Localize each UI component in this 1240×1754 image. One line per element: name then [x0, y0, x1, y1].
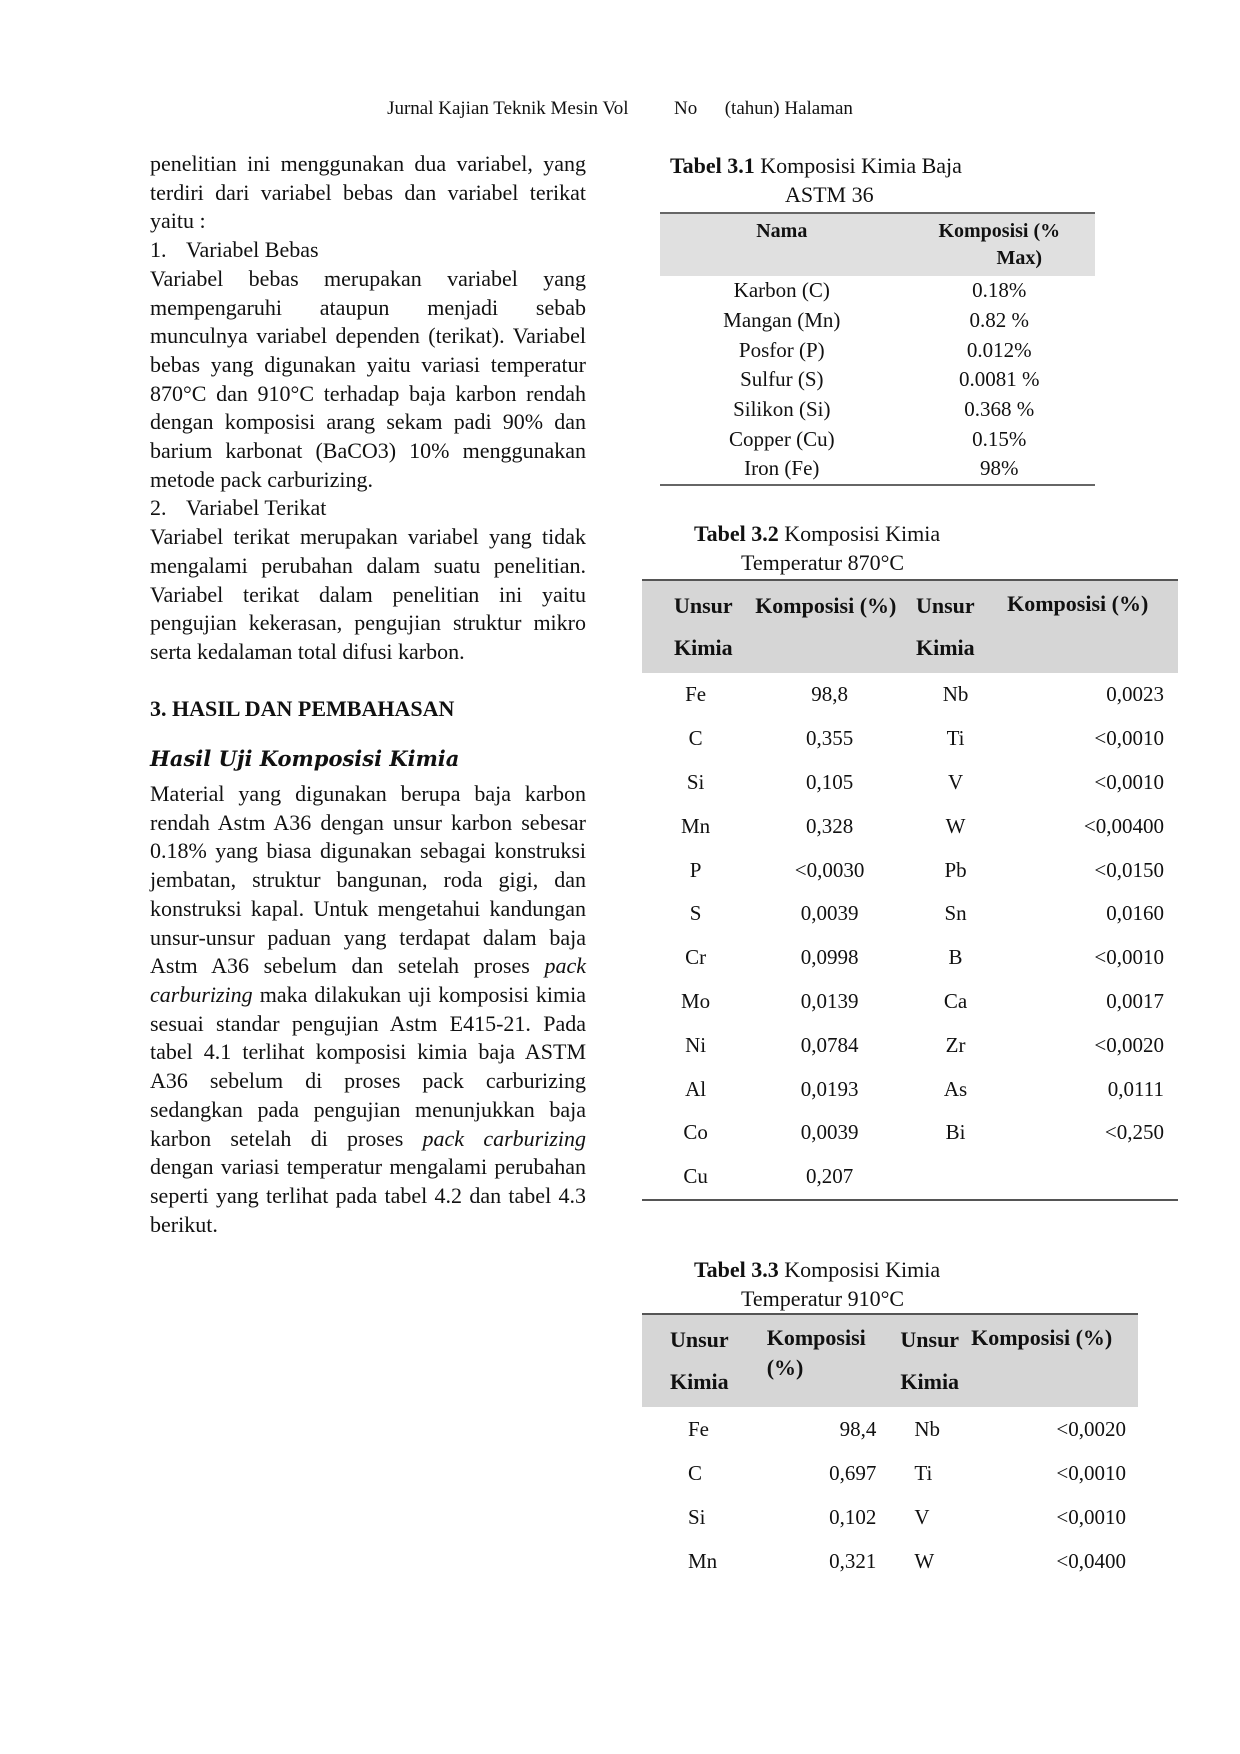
table-cell: 0.15%	[972, 426, 1027, 451]
table-cell: Ca	[943, 988, 968, 1013]
text-run: dengan variasi temperatur mengalami perubahan seperti yang terlihat pada tabel 4.2 dan tabel 4.3 berikut.	[150, 1154, 586, 1237]
table-cell: B	[948, 945, 963, 970]
table-row	[660, 454, 1095, 485]
running-header	[0, 98, 1240, 120]
table-row	[642, 1111, 1178, 1155]
table-cell	[1001, 1155, 1178, 1200]
table-cell: <0,0020	[1094, 1032, 1164, 1057]
caption-line2: Temperatur 910°C	[741, 1286, 905, 1311]
caption-label: Tabel 3.1	[670, 153, 755, 178]
intro-paragraph: penelitian ini menggunakan dua variabel, yang terdiri dari variabel bebas dan variabel terikat yaitu :	[150, 151, 586, 234]
table-cell: Ni	[685, 1032, 707, 1057]
table-row	[642, 980, 1178, 1024]
column-header-unsur: Unsur Kimia	[670, 1327, 729, 1394]
column-header-unsur-2: Unsur Kimia	[900, 1327, 960, 1394]
table-cell: 0,321	[829, 1548, 877, 1573]
table-cell: 0,697	[829, 1460, 877, 1485]
column-header-komposisi-2: Komposisi (%)	[1007, 591, 1149, 616]
table-cell: V	[914, 1504, 930, 1529]
table-cell: 0,0023	[1106, 682, 1164, 707]
paragraph-hasil	[150, 780, 586, 1239]
table-cell: 0,355	[805, 726, 854, 751]
table-cell: 98,4	[839, 1416, 877, 1441]
table-cell: Co	[683, 1120, 708, 1145]
table-cell: <0,0010	[1056, 1504, 1126, 1529]
column-header-komposisi: Komposisi (%)	[755, 593, 897, 618]
list-item-variabel-bebas	[150, 236, 586, 265]
table-row	[642, 1451, 1138, 1495]
italic-term: pack carburizing	[150, 953, 586, 1007]
table-header-row	[642, 580, 1178, 673]
table-row	[642, 892, 1178, 936]
table-cell: <0,0150	[1094, 857, 1164, 882]
table-cell: Copper (Cu)	[729, 426, 835, 451]
table-cell: S	[689, 901, 702, 926]
list-label: Variabel Bebas	[186, 237, 319, 263]
table-3-3	[642, 1313, 1138, 1583]
table-cell: 0,0784	[800, 1032, 859, 1057]
table-cell: <0,0030	[794, 857, 865, 882]
table-cell: Fe	[685, 682, 707, 707]
table-header-row	[660, 213, 1095, 276]
table-cell: Mn	[688, 1548, 718, 1573]
table-row	[660, 276, 1095, 306]
text-run: maka dilakukan uji komposisi kimia sesuai standar pengujian Astm E415-21. Pada tabel 4.1 terlihat komposisi kimia baja ASTM A36 sebelum di proses pack carburizing sedangkan pada pengujian menunjukkan baja karbon setelah di proses	[150, 981, 587, 1151]
section-heading: 3. HASIL DAN PEMBAHASAN	[150, 695, 455, 721]
table-cell	[910, 1155, 1001, 1200]
table-cell: Iron (Fe)	[744, 456, 820, 481]
table-cell: Zr	[945, 1032, 966, 1057]
table-cell: Ti	[914, 1460, 933, 1485]
list-number: 2.	[150, 495, 167, 521]
table-cell: 0,0017	[1106, 988, 1164, 1013]
list-label: Variabel Terikat	[186, 495, 327, 521]
table-cell: 0,102	[829, 1504, 877, 1529]
table3-caption	[694, 1255, 940, 1313]
table-3-2	[642, 579, 1178, 1201]
table-cell: Si	[686, 769, 705, 794]
table-cell: Posfor (P)	[738, 337, 825, 362]
table-cell: Sulfur (S)	[740, 367, 824, 392]
table-row	[642, 804, 1178, 848]
table-row	[642, 1539, 1138, 1583]
table-cell: 0,207	[805, 1164, 854, 1189]
table-row	[660, 395, 1095, 425]
list-item-variabel-terikat	[150, 494, 586, 523]
table-cell: Nb	[914, 1416, 941, 1441]
table-cell: Mn	[681, 813, 711, 838]
list-number: 1.	[150, 237, 167, 263]
table-cell: 98%	[980, 456, 1019, 481]
table-row	[642, 1495, 1138, 1539]
table-cell: 0,0039	[800, 1120, 859, 1145]
left-column	[150, 150, 586, 1239]
table-cell: <0,0400	[1056, 1548, 1126, 1573]
year-pages-label: (tahun) Halaman	[724, 98, 853, 119]
table-cell: 0.0081 %	[959, 367, 1040, 392]
table-cell: <0,0010	[1056, 1460, 1126, 1485]
table-cell: 0,0139	[800, 988, 859, 1013]
table-row	[642, 1067, 1178, 1111]
table-cell: <0,0010	[1094, 945, 1164, 970]
table-cell: Mangan (Mn)	[723, 308, 841, 333]
column-header-komposisi: Komposisi (%)	[766, 1325, 866, 1380]
table-cell: Cr	[685, 945, 707, 970]
table-cell: Nb	[942, 682, 969, 707]
column-header-komposisi: Komposisi (% Max)	[938, 220, 1061, 269]
table-cell: <0,00400	[1083, 813, 1164, 838]
table1-caption	[670, 151, 962, 209]
table-cell: Fe	[688, 1416, 709, 1441]
table-cell: 0,0193	[800, 1076, 859, 1101]
caption-label: Tabel 3.3	[694, 1257, 779, 1282]
table-row	[642, 1155, 1178, 1200]
table-cell: W	[945, 813, 966, 838]
caption-text: Komposisi Kimia Baja	[760, 153, 962, 178]
table-cell: Bi	[945, 1120, 966, 1145]
table-cell: <0,0010	[1094, 769, 1164, 794]
table-cell: Sn	[944, 901, 967, 926]
table-cell: <0,0010	[1094, 726, 1164, 751]
table-cell: 0.012%	[966, 337, 1032, 362]
table-row	[660, 306, 1095, 336]
table-row	[642, 673, 1178, 717]
table-cell: 0,0039	[800, 901, 859, 926]
caption-label: Tabel 3.2	[694, 521, 779, 546]
table-cell: Silikon (Si)	[733, 397, 831, 422]
table-3-1	[660, 212, 1095, 486]
table-cell: 0.18%	[972, 278, 1027, 303]
table-cell: C	[688, 1460, 703, 1485]
table-cell: Mo	[681, 988, 711, 1013]
table-cell: 0,328	[805, 813, 854, 838]
table-cell: Al	[685, 1076, 707, 1101]
text-run: Material yang digunakan berupa baja karbon rendah Astm A36 dengan unsur karbon sebesar 0.18% yang biasa digunakan sebagai konstruksi jembatan, struktur bangunan, roda gigi, dan konstruksi kapal. Untuk mengetahui kandungan unsur-unsur paduan yang terdapat dalam baja Astm A36 sebelum dan setelah proses	[150, 781, 586, 979]
italic-term: pack carburizing	[422, 1125, 587, 1151]
sub-heading: Hasil Uji Komposisi Kimia	[150, 746, 460, 772]
table-header-row	[642, 1314, 1138, 1407]
table-cell: <0,0020	[1056, 1416, 1126, 1441]
table-cell: 98,8	[811, 682, 848, 707]
table-cell: 0,0111	[1107, 1076, 1164, 1101]
journal-name: Jurnal Kajian Teknik Mesin Vol	[387, 98, 629, 119]
caption-line2: Temperatur 870°C	[741, 550, 905, 575]
table2-caption	[694, 519, 940, 577]
paragraph-variabel-terikat: Variabel terikat merupakan variabel yang tidak mengalami perubahan dalam suatu penelitian. Variabel terikat dalam penelitian ini yaitu pengujian kekerasan, pengujian struktur mikro serta kedalaman total difusi karbon.	[150, 524, 586, 664]
table-cell: 0,0160	[1106, 901, 1164, 926]
table-cell: P	[689, 857, 702, 882]
table-row	[642, 1407, 1138, 1451]
table-row	[660, 335, 1095, 365]
column-header-unsur-2: Unsur Kimia	[915, 593, 975, 660]
table-cell: Cu	[683, 1164, 708, 1189]
table-row	[660, 365, 1095, 395]
table-row	[642, 936, 1178, 980]
caption-text: Komposisi Kimia	[784, 1257, 941, 1282]
paragraph-variabel-bebas: Variabel bebas merupakan variabel yang mempengaruhi ataupun menjadi sebab munculnya variabel dependen (terikat). Variabel bebas yang digunakan yaitu variasi temperatur 870°C dan 910°C terhadap baja karbon rendah dengan komposisi arang sekam padi 90% dan barium karbonat (BaCO3) 10% menggunakan metode pack carburizing.	[150, 265, 586, 492]
column-header-komposisi-2: Komposisi (%)	[971, 1325, 1113, 1350]
table-cell: <0,250	[1104, 1120, 1164, 1145]
table-cell: 0.368 %	[964, 397, 1035, 422]
issue-number-label: No	[674, 98, 698, 119]
table-row	[642, 1023, 1178, 1067]
table-cell: Ti	[946, 726, 965, 751]
column-header-nama: Nama	[756, 220, 808, 242]
table-row	[642, 848, 1178, 892]
column-header-unsur: Unsur Kimia	[674, 593, 733, 660]
table-cell: 0.82 %	[969, 308, 1030, 333]
caption-line2: ASTM 36	[785, 182, 874, 207]
table-cell: 0,0998	[800, 945, 859, 970]
caption-text: Komposisi Kimia	[784, 521, 941, 546]
table-cell: W	[914, 1548, 935, 1573]
table-cell: As	[943, 1076, 968, 1101]
table-cell: 0,105	[805, 769, 854, 794]
table-row	[642, 761, 1178, 805]
table-row	[660, 424, 1095, 454]
table-cell: Pb	[944, 857, 967, 882]
table-row	[642, 717, 1178, 761]
table-cell: Karbon (C)	[733, 278, 830, 303]
table-cell: Si	[688, 1504, 706, 1529]
table-cell: V	[947, 769, 964, 794]
table-cell: C	[688, 726, 703, 751]
